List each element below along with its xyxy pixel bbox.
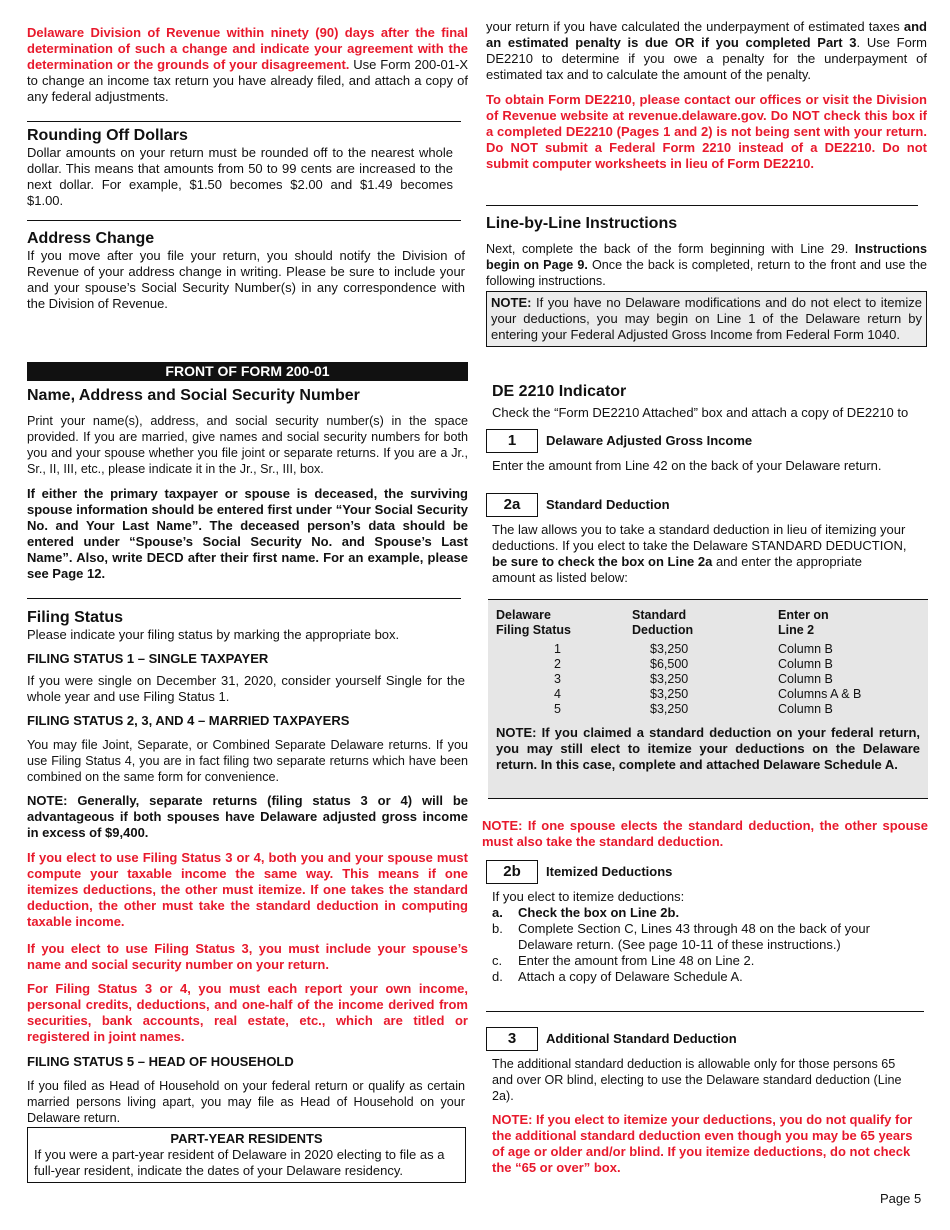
list-marker: b.	[492, 921, 503, 936]
line-3-red-note: NOTE: If you elect to itemize your deductions, you do not qualify for the additional standard deduction even though you may be 65 years of age or older and/or blind. If you itemize deductions, do not check the “65 or over” box.	[492, 1112, 913, 1175]
line-2a-text	[492, 522, 907, 586]
rounding-title: Rounding Off Dollars	[27, 127, 188, 144]
line-2a-part-a: The law allows you to take a standard deduction in lieu of itemizing your deductions. If you elect to take the Delaware STANDARD DEDUCTION,	[492, 522, 907, 553]
note-text: If you have no Delaware modifications and do not elect to itemize your deductions, you may begin on Line 1 of the Delaware return by entering your Federal Adjusted Gross Income from Federal Form 1040.	[491, 295, 922, 342]
list-marker: a.	[492, 905, 503, 920]
header-enter-on-line: Enter on Line 2	[778, 608, 829, 637]
line-1-text: Enter the amount from Line 42 on the back of your Delaware return.	[492, 458, 882, 473]
note-heading: NOTE:	[491, 295, 532, 310]
list-marker: c.	[492, 953, 503, 968]
intro-red-text: Delaware Division of Revenue within ninety (90) days after the final determination of such a change and indicate your agreement with the determination or the grounds of your disagreement.	[27, 25, 468, 72]
divider	[486, 1011, 924, 1012]
standard-deduction-table-box	[488, 599, 928, 799]
list-text: Check the box on Line 2b.	[518, 905, 680, 920]
line-2a-number: 2a	[486, 493, 538, 517]
fs5-text: If you filed as Head of Household on your federal return or qualify as certain married persons living apart, you may file as Head of Household on your Delaware return.	[27, 1079, 465, 1125]
list-item	[492, 953, 872, 969]
intro-paragraph	[27, 25, 468, 105]
list-text: Complete Section C, Lines 43 through 48 on the back of your Delaware return. (See page 10-11 of these instructions.)	[518, 921, 870, 952]
estimated-penalty-part-b: and an estimated penalty is due OR if you completed Part 3	[486, 19, 927, 50]
divider	[27, 598, 461, 599]
de2210-indicator-text: Check the “Form DE2210 Attached” box and attach a copy of DE2210 to	[492, 405, 909, 420]
name-section-text: Print your name(s), address, and social security number(s) in the space provided. If you are married, give names and social security numbers for both you and your spouse whether you file joint or separate returns. If you are a Jr., Sr., II, III, etc., please indicate it in the Jr., Sr., III, box.	[27, 414, 468, 476]
standard-deduction-table	[496, 608, 861, 717]
table-cell: $3,250	[650, 702, 689, 716]
table-cell: 5	[554, 702, 561, 716]
line-2b-header	[486, 860, 672, 884]
line-3-header	[486, 1027, 737, 1051]
table-row	[496, 657, 861, 672]
list-item	[492, 905, 872, 921]
line-2a-part-c: and enter the appropriate amount as listed below:	[492, 554, 862, 585]
deceased-text: If either the primary taxpayer or spouse is deceased, the surviving spouse information should be entered first under “Your Social Security No. and Your Last Name”. The deceased person’s data should be entered under “Spouse’s Social Security No. and Spouse’s Last Name”. Also, write DECD after their first name. For an example, please see Page 12.	[27, 486, 468, 581]
name-section-title: Name, Address and Social Security Number	[27, 387, 360, 404]
line-1-label: Delaware Adjusted Gross Income	[546, 433, 753, 448]
line-2b-intro: If you elect to itemize deductions:	[492, 889, 685, 904]
fs5-heading: FILING STATUS 5 – HEAD OF HOUSEHOLD	[27, 1054, 294, 1069]
divider	[27, 121, 461, 122]
obtain-de2210-text: To obtain Form DE2210, please contact our offices or visit the Division of Revenue website at revenue.delaware.gov. Do NOT check this box if a completed DE2210 (Pages 1 and 2) is not being sent with your return. Do NOT submit a Federal Form 2210 instead of a DE2210. Do not submit computer worksheets in lieu of Form DE2210.	[486, 92, 927, 171]
table-row	[496, 702, 861, 717]
part-year-title: PART-YEAR RESIDENTS	[170, 1131, 323, 1146]
table-cell: Column B	[778, 702, 833, 716]
fs-note: NOTE: Generally, separate returns (filing status 3 or 4) will be advantageous if both spouses have Delaware adjusted gross income in excess of $9,400.	[27, 793, 468, 840]
spouse-standard-deduction-note: NOTE: If one spouse elects the standard deduction, the other spouse must also take the standard deduction.	[482, 818, 928, 849]
table-row	[496, 672, 861, 687]
line-3-label: Additional Standard Deduction	[546, 1031, 737, 1046]
divider	[486, 205, 918, 206]
fs-red-note-3: For Filing Status 3 or 4, you must each report your own income, personal credits, deductions, and one-half of the income derived from securities, bank accounts, real estate, etc., which are titled or registered in joint names.	[27, 981, 468, 1044]
filing-status-text: Please indicate your filing status by marking the appropriate box.	[27, 627, 400, 642]
table-row	[496, 687, 861, 702]
list-marker: d.	[492, 969, 503, 984]
estimated-penalty-text	[486, 19, 927, 83]
line-1-number: 1	[486, 429, 538, 453]
line-3-text: The additional standard deduction is allowable only for those persons 65 and over OR blind, electing to use the Delaware standard deduction (Line 2a).	[492, 1057, 902, 1103]
fs-red-note-2: If you elect to use Filing Status 3, you must include your spouse’s name and social security number on your return.	[27, 941, 468, 972]
line-2a-label: Standard Deduction	[546, 497, 670, 512]
fs1-heading: FILING STATUS 1 – SINGLE TAXPAYER	[27, 651, 269, 666]
line-by-line-title: Line-by-Line Instructions	[486, 215, 678, 232]
line-by-line-part-c: Once the back is completed, return to the front and use the following instructions.	[486, 258, 927, 288]
page-number: Page 5	[880, 1191, 922, 1206]
header-filing-status: Delaware Filing Status	[496, 608, 571, 637]
line-by-line-part-a: Next, complete the back of the form beginning with Line 29.	[486, 242, 855, 256]
list-item	[492, 969, 872, 985]
line-1-header	[486, 429, 752, 453]
fs1-text: If you were single on December 31, 2020, consider yourself Single for the whole year and use Filing Status 1.	[27, 673, 465, 704]
line-2a-part-b: be sure to check the box on Line 2a	[492, 554, 713, 569]
filing-status-title: Filing Status	[27, 609, 123, 626]
line-by-line-part-b: Instructions begin on Page 9.	[486, 242, 927, 272]
table-cell: Column B	[778, 642, 833, 656]
table-cell: $3,250	[650, 687, 689, 701]
table-cell: $6,500	[650, 657, 689, 671]
line-2b-number: 2b	[486, 860, 538, 884]
table-cell: Column B	[778, 672, 833, 686]
table-cell: 3	[554, 672, 561, 686]
rounding-text: Dollar amounts on your return must be rounded off to the nearest whole dollar. This means that amounts from 50 to 99 cents are increased to the next dollar. For example, $1.50 becomes $2.00 and $1.49 becomes $1.00.	[27, 145, 453, 208]
table-cell: 4	[554, 687, 561, 701]
table-header-row	[496, 608, 861, 638]
table-cell: $3,250	[650, 672, 689, 686]
front-of-form-banner: FRONT OF FORM 200-01	[27, 362, 468, 381]
list-item	[492, 921, 872, 953]
line-3-number: 3	[486, 1027, 538, 1051]
address-text: If you move after you file your return, you should notify the Division of Revenue of your address change in writing. Please be sure to include your and your spouse’s Social Security Number(s) in any correspondence with the Division of Revenue.	[27, 248, 465, 311]
part-year-residents-box	[27, 1127, 466, 1183]
part-year-text: If you were a part-year resident of Delaware in 2020 electing to file as a full-year resident, indicate the dates of your Delaware residency.	[34, 1147, 445, 1178]
line-2a-header	[486, 493, 670, 517]
fs-red-note-1: If you elect to use Filing Status 3 or 4, both you and your spouse must compute your taxable income the same way. This means if one itemizes deductions, the other must itemize. If one takes the standard deduction, the other must take the standard deduction in computing taxable income.	[27, 850, 468, 929]
line-2b-label: Itemized Deductions	[546, 864, 673, 879]
address-title: Address Change	[27, 230, 155, 247]
intro-rest-text: Use Form 200-01-X to change an income tax return you have already filed, and attach a copy of any federal adjustments.	[27, 57, 468, 104]
fs234-heading: FILING STATUS 2, 3, AND 4 – MARRIED TAXPAYERS	[27, 713, 350, 728]
table-row	[496, 642, 861, 657]
table-cell: Column B	[778, 657, 833, 671]
table-note: NOTE: If you claimed a standard deduction on your federal return, you may still elect to itemize your deductions on the Delaware return. In this case, complete and attached Delaware Schedule A.	[496, 725, 920, 772]
de2210-indicator-title: DE 2210 Indicator	[492, 383, 627, 400]
fs234-text: You may file Joint, Separate, or Combined Separate Delaware returns. If you use Filing Status 4, you are in fact filing two separate returns which have been combined on the same form for convenience.	[27, 738, 468, 784]
divider	[27, 220, 461, 221]
header-standard-deduction: Standard Deduction	[632, 608, 694, 637]
list-text: Enter the amount from Line 48 on Line 2.	[518, 953, 755, 968]
table-cell: Columns A & B	[778, 687, 862, 701]
modifications-note-box	[486, 291, 927, 347]
table-cell: $3,250	[650, 642, 689, 656]
line-by-line-text	[486, 241, 927, 289]
estimated-penalty-part-c: . Use Form DE2210 to determine if you owe a penalty for the underpayment of estimated tax and to calculate the amount of the penalty.	[486, 35, 927, 82]
list-text: Attach a copy of Delaware Schedule A.	[518, 969, 743, 984]
table-cell: 2	[554, 657, 561, 671]
table-cell: 1	[554, 642, 561, 656]
line-2b-list	[492, 905, 872, 985]
estimated-penalty-part-a: your return if you have calculated the underpayment of estimated taxes	[486, 19, 904, 34]
